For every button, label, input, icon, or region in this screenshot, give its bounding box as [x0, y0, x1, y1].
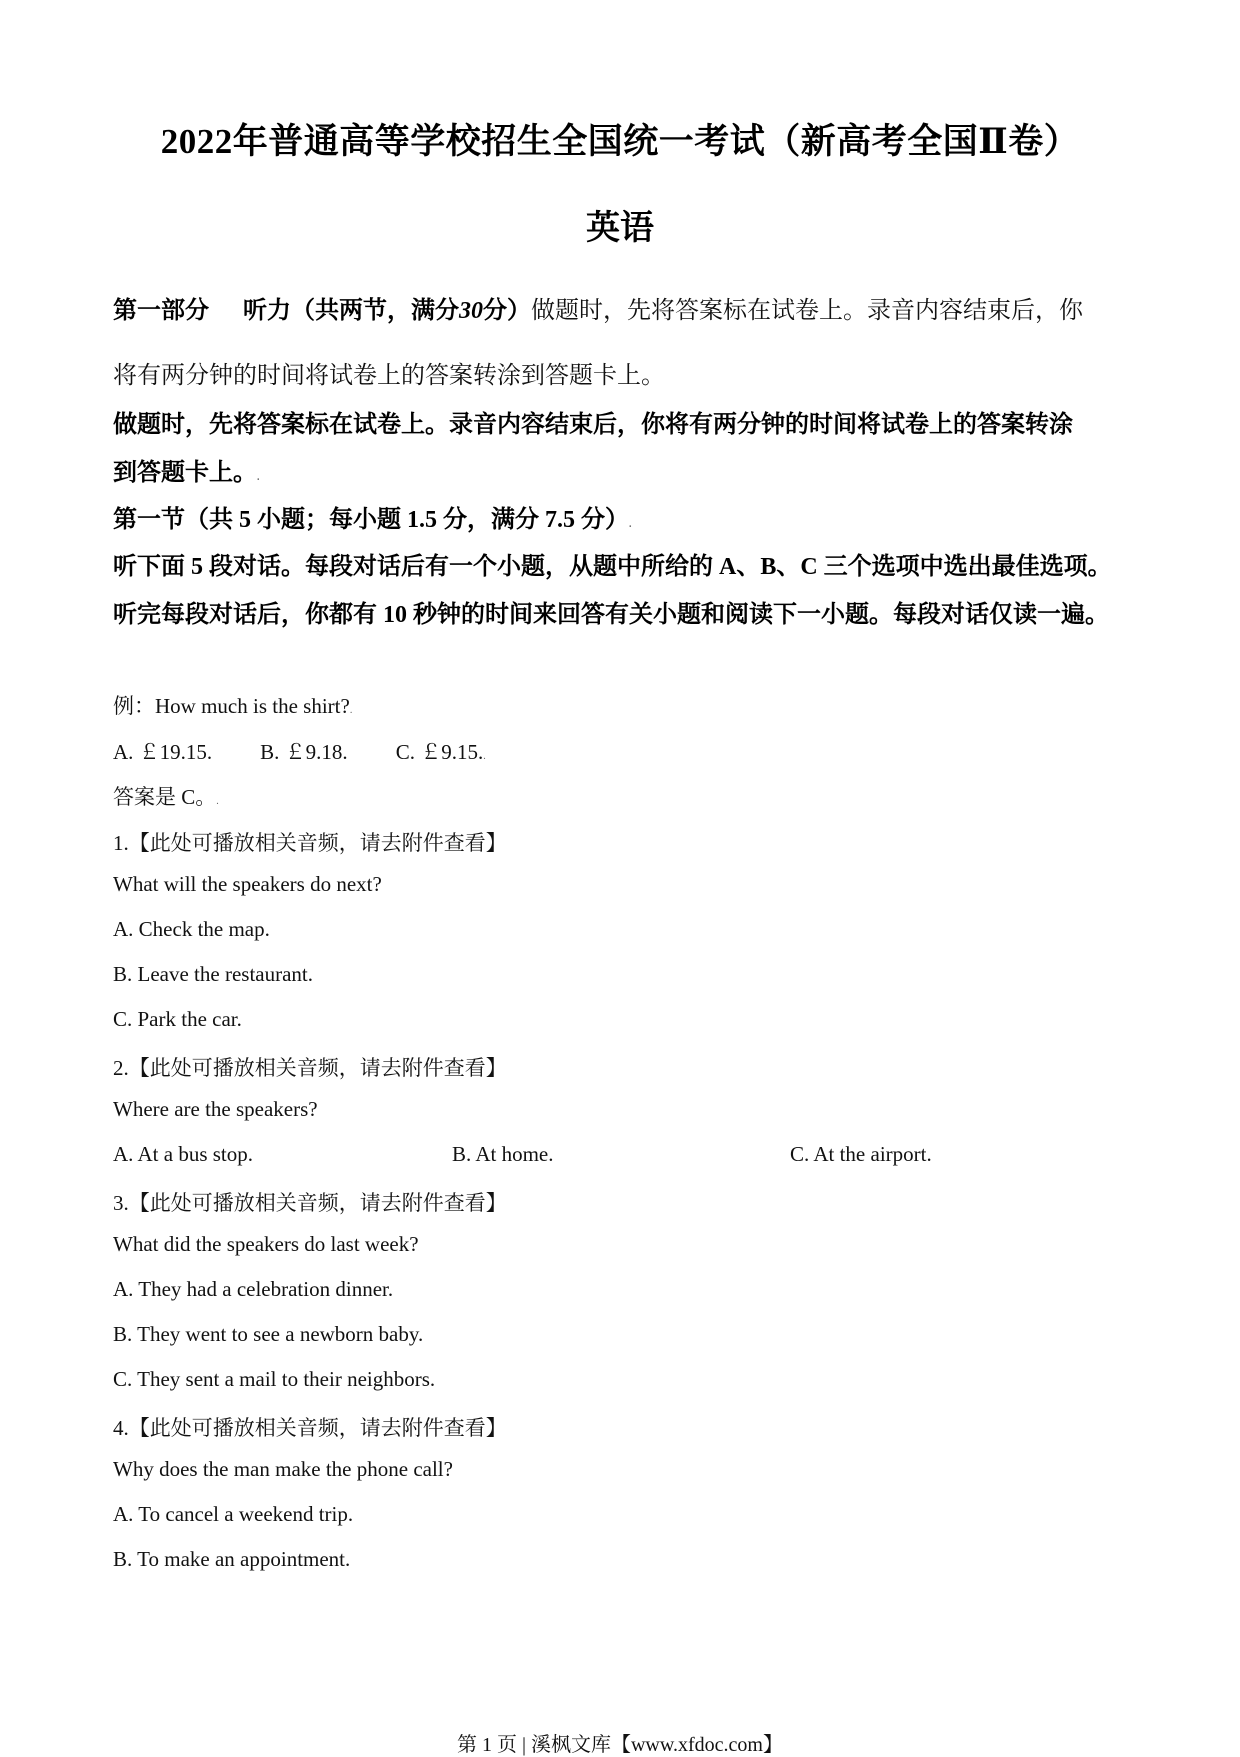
question-3-text: What did the speakers do last week?: [113, 1232, 419, 1256]
bold-note-line-2: 到答题卡上。.: [113, 460, 260, 486]
part1-title-end: 分）: [483, 298, 531, 324]
part1-heading-line: [113, 290, 1083, 325]
example-question: 例：How much is the shirt?.: [113, 694, 353, 718]
part1-intro: 做题时，先将答案标在试卷上。录音内容结束后，你: [531, 298, 1083, 324]
audio-note: 【此处可播放相关音频，请去附件查看】: [128, 831, 507, 855]
question-4-audio-line: 4.【此处可播放相关音频，请去附件查看】: [113, 1416, 507, 1440]
part1-label: 第一部分: [113, 298, 209, 324]
question-2-option-b: B. At home.: [452, 1142, 554, 1166]
question-3-audio-line: 3.【此处可播放相关音频，请去附件查看】: [113, 1191, 507, 1215]
subject-title: 英语: [586, 210, 654, 247]
question-3-option-a: A. They had a celebration dinner.: [113, 1277, 394, 1301]
part1-score: 30: [459, 298, 483, 324]
example-option-c: C. ￡9.15.: [395, 740, 484, 764]
section1-instructions-2: 听完每段对话后，你都有 10 秒钟的时间来回答有关小题和阅读下一小题。每段对话仅读一遍。: [113, 602, 1109, 628]
page-footer: 第 1 页 | 溪枫文库【www.xfdoc.com】: [456, 1734, 783, 1756]
exam-title: 2022年普通高等学校招生全国统一考试（新高考全国Ⅱ卷）: [160, 122, 1080, 161]
bold-note-line-1: 做题时，先将答案标在试卷上。录音内容结束后，你将有两分钟的时间将试卷上的答案转涂: [113, 412, 1073, 438]
section1-heading: 第一节（共 5 小题；每小题 1.5 分，满分 7.5 分）.: [113, 507, 632, 533]
example-option-b: B. ￡9.18.: [260, 740, 348, 764]
question-4-option-a: A. To cancel a weekend trip.: [113, 1502, 354, 1526]
question-4-text: Why does the man make the phone call?: [113, 1457, 453, 1481]
question-1-option-a: A. Check the map.: [113, 917, 270, 941]
question-1-option-c: C. Park the car.: [113, 1007, 242, 1031]
question-3-option-c: C. They sent a mail to their neighbors.: [113, 1367, 436, 1391]
section1-instructions-1: 听下面 5 段对话。每段对话后有一个小题，从题中所给的 A、B、C 三个选项中选出最佳选项。: [113, 554, 1112, 580]
question-2-option-a: A. At a bus stop.: [113, 1142, 254, 1166]
audio-note: 【此处可播放相关音频，请去附件查看】: [128, 1056, 507, 1080]
question-1-audio-line: 1.【此处可播放相关音频，请去附件查看】: [113, 831, 507, 855]
example-options: A. ￡19.15. B. ￡9.18. C. ￡9.15..: [113, 740, 486, 764]
part1-intro-cont: 将有两分钟的时间将试卷上的答案转涂到答题卡上。: [113, 363, 665, 389]
question-2-options: [113, 1142, 1113, 1167]
question-3-option-b: B. They went to see a newborn baby.: [113, 1322, 424, 1346]
question-2-text: Where are the speakers?: [113, 1097, 318, 1121]
audio-note: 【此处可播放相关音频，请去附件查看】: [128, 1416, 507, 1440]
example-answer: 答案是 C。.: [113, 785, 219, 809]
example-option-a: A. ￡19.15.: [113, 740, 213, 764]
question-2-audio-line: 2.【此处可播放相关音频，请去附件查看】: [113, 1056, 507, 1080]
question-4-option-b: B. To make an appointment.: [113, 1547, 351, 1571]
question-2-option-c: C. At the airport.: [790, 1142, 932, 1166]
audio-note: 【此处可播放相关音频，请去附件查看】: [128, 1191, 507, 1215]
question-1-option-b: B. Leave the restaurant.: [113, 962, 313, 986]
part1-title: 听力（共两节，满分: [243, 298, 459, 324]
question-1-text: What will the speakers do next?: [113, 872, 382, 896]
